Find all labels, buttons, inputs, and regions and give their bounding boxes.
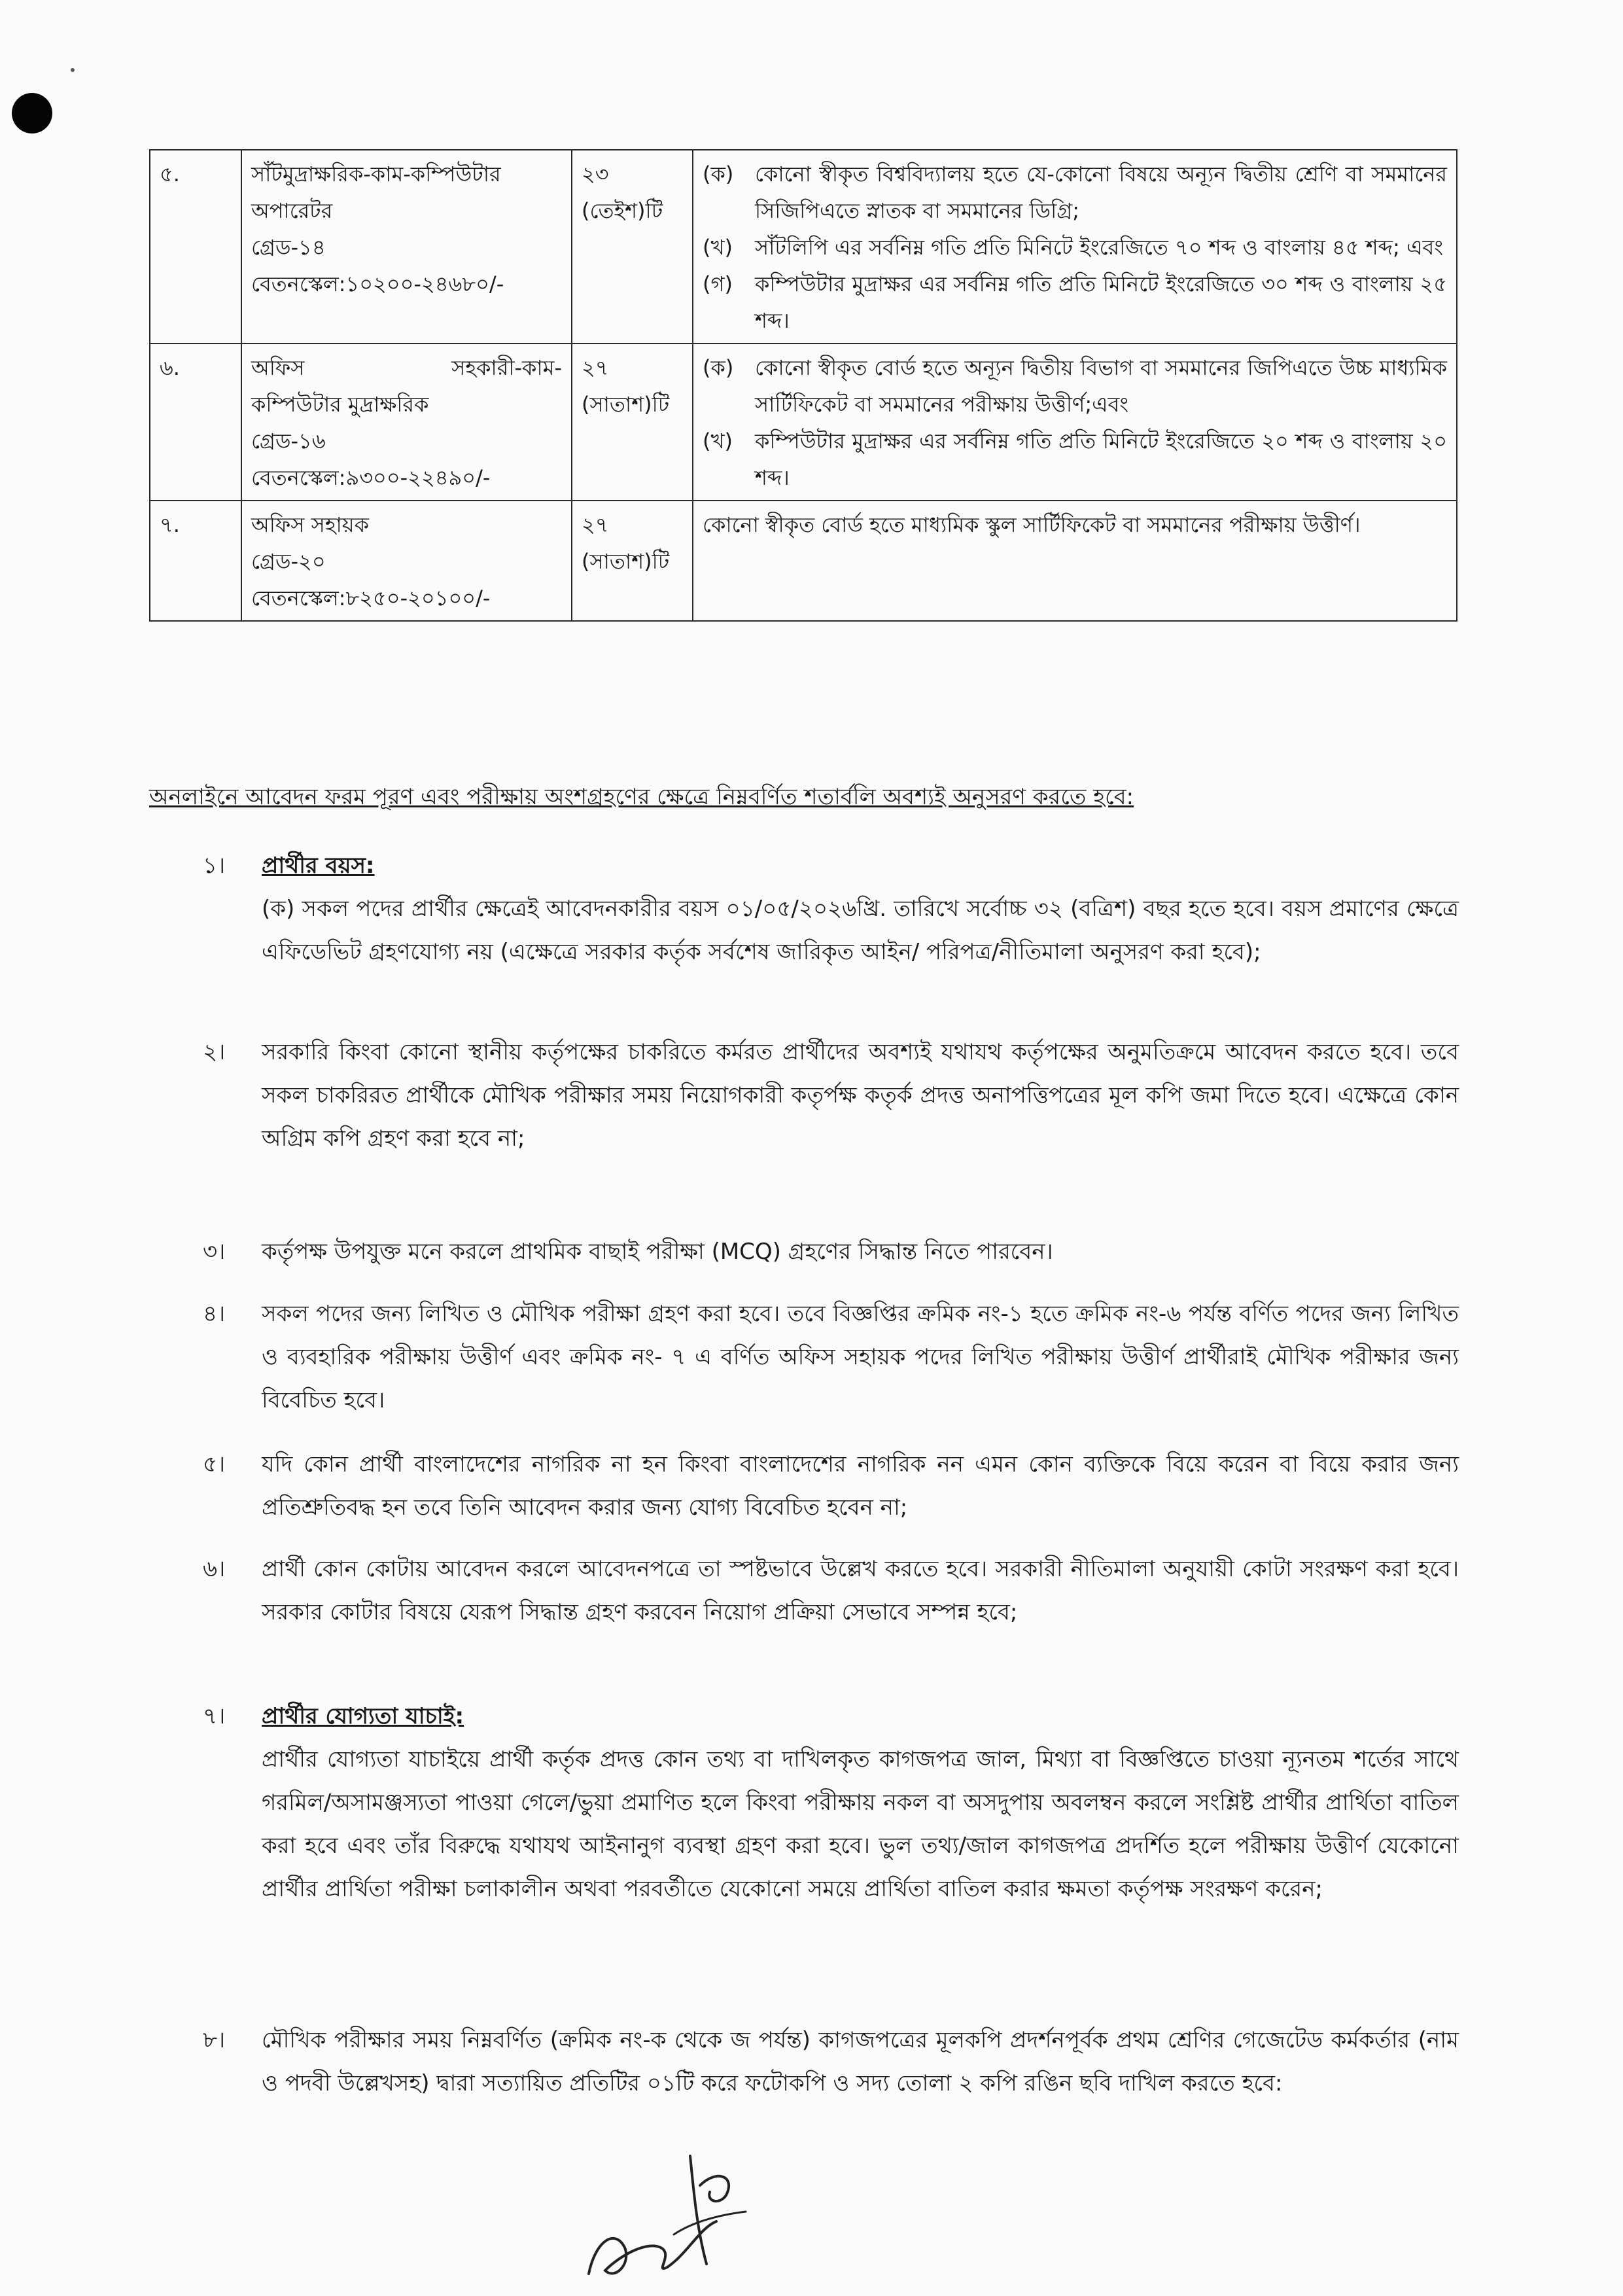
- requirement-item: [703, 156, 1447, 229]
- table-row: [150, 150, 1457, 344]
- condition-7: [203, 1695, 1459, 1911]
- condition-text: কর্তৃপক্ষ উপযুক্ত মনে করলে প্রাথমিক বাছাই পরীক্ষা (MCQ) গ্রহণের সিদ্ধান্ত নিতে পারবেন।: [262, 1239, 1053, 1265]
- condition-number: ৭।: [203, 1703, 226, 1729]
- post-name-line: সাঁটমুদ্রাক্ষরিক-কাম-কম্পিউটার: [251, 162, 501, 186]
- post-name-line: কম্পিউটার মুদ্রাক্ষরিক: [251, 392, 429, 417]
- condition-text: প্রার্থী কোন কোটায় আবেদন করলে আবেদনপত্রে তা স্পষ্টভাবে উল্লেখ করতে হবে। সরকারী নীতিমালা অনুযায়ী কোটা সংরক্ষণ করা হবে। সরকার কোটার বিষয়ে যেরূপ সিদ্ধান্ত গ্রহণ করবেন নিয়োগ প্রক্রিয়া সেভাবে সম্পন্ন হবে;: [262, 1556, 1459, 1625]
- condition-title: প্রার্থীর যোগ্যতা যাচাই:: [262, 1703, 464, 1729]
- post-name-line: [251, 349, 562, 386]
- condition-3: [203, 1230, 1459, 1273]
- condition-text: (ক) সকল পদের প্রার্থীর ক্ষেত্রেই আবেদনকারীর বয়স ০১/০৫/২০২৬খ্রি. তারিখে সর্বোচ্চ ৩২ (বত্রিশ) বছর হতে হবে। বয়স প্রমাণের ক্ষেত্রে এফিডেভিট গ্রহণযোগ্য নয় (এক্ষেত্রে সরকার কর্তৃক সর্বশেষ জারিকৃত আইন/ পরিপত্র/নীতিমালা অনুসরণ করা হবে);: [262, 896, 1459, 965]
- table-row: [150, 344, 1457, 501]
- post-pay-scale: বেতনস্কেল:১০২০০-২৪৬৮০/-: [251, 272, 504, 296]
- condition-text: প্রার্থীর যোগ্যতা যাচাইয়ে প্রার্থী কর্তৃক প্রদত্ত কোন তথ্য বা দাখিলকৃত কাগজপত্র জাল, মিথ্যা বা বিজ্ঞপ্তিতে চাওয়া ন্যূনতম শর্তের সাথে গরমিল/অসামঞ্জস্যতা পাওয়া গেলে/ভুয়া প্রমাণিত হলে কিংবা পরীক্ষায় নকল বা অসদুপায় অবলম্বন করলে সংশ্লিষ্ট প্রার্থীর প্রার্থিতা বাতিল করা হবে এবং তাঁর বিরুদ্ধে যথাযথ আইনানুগ ব্যবস্থা গ্রহণ করা হবে। ভুল তথ্য/জাল কাগজপত্র প্রদর্শিত হলে পরীক্ষায় উত্তীর্ণ যেকোনো প্রার্থীর প্রার্থিতা পরীক্ষা চলাকালীন অথবা পরবর্তীতে যেকোনো সময়ে প্রার্থিতা বাতিল করার ক্ষমতা কর্তৃপক্ষ সংরক্ষণ করেন;: [262, 1746, 1459, 1902]
- post-name-part: সহকারী-কাম-: [451, 355, 562, 380]
- requirement-marker: (ক): [703, 355, 734, 380]
- post-name-cell: [241, 344, 572, 501]
- punch-hole-mark: [12, 93, 52, 133]
- condition-number: ২।: [203, 1039, 226, 1065]
- requirement-item: [703, 266, 1447, 339]
- qualification-cell: [693, 150, 1457, 344]
- condition-4: [203, 1292, 1459, 1422]
- condition-5: [203, 1443, 1459, 1529]
- requirement-text: সাঁটলিপি এর সর্বনিম্ন গতি প্রতি মিনিটে ইংরেজিতে ৭০ শব্দ ও বাংলায় ৪৫ শব্দ; এবং: [755, 235, 1444, 260]
- requirement-text: কম্পিউটার মুদ্রাক্ষর এর সর্বনিম্ন গতি প্রতি মিনিটে ইংরেজিতে ২০ শব্দ ও বাংলায় ২০ শব্দ।: [755, 429, 1447, 490]
- condition-number: ৩।: [203, 1239, 226, 1265]
- condition-6: [203, 1547, 1459, 1634]
- qualification-cell: [693, 344, 1457, 501]
- signature: [576, 2149, 772, 2287]
- post-count-cell: ২৭ (সাতাশ)টি: [572, 344, 693, 501]
- requirement-item: [703, 229, 1447, 266]
- requirement-item: [703, 423, 1447, 496]
- post-name-part: অফিস: [251, 355, 305, 380]
- post-grade: গ্রেড-২০: [251, 549, 326, 574]
- requirement-marker: (ক): [703, 162, 734, 186]
- post-pay-scale: বেতনস্কেল:৮২৫০-২০১০০/-: [251, 586, 491, 610]
- post-table: [149, 149, 1457, 622]
- post-name-cell: [241, 501, 572, 621]
- condition-number: ৮।: [203, 2027, 226, 2053]
- scan-speck: [71, 68, 75, 72]
- serial-cell: ৭.: [150, 501, 241, 621]
- post-count-cell: ২৭ (সাতাশ)টি: [572, 501, 693, 621]
- condition-title: প্রার্থীর বয়স:: [262, 853, 375, 879]
- condition-text: মৌখিক পরীক্ষার সময় নিম্নবর্ণিত (ক্রমিক নং-ক থেকে জ পর্যন্ত) কাগজপত্রের মূলকপি প্রদর্শনপূর্বক প্রথম শ্রেণির গেজেটেড কর্মকর্তার (নাম ও পদবী উল্লেখসহ) দ্বারা সত্যায়িত প্রতিটির ০১টি করে ফটোকপি ও সদ্য তোলা ২ কপি রঙিন ছবি দাখিল করতে হবে:: [262, 2027, 1459, 2096]
- requirement-marker: (খ): [703, 235, 733, 260]
- condition-text: সরকারি কিংবা কোনো স্থানীয় কর্তৃপক্ষের চাকরিতে কর্মরত প্রার্থীদের অবশ্যই যথাযথ কর্তৃপক্ষের অনুমতিক্রমে আবেদন করতে হবে। তবে সকল চাকরিরত প্রার্থীকে মৌখিক পরীক্ষার সময় নিয়োগকারী কতৃর্পক্ষ কতৃর্ক প্রদত্ত অনাপত্তিপত্রের মূল কপি জমা দিতে হবে। এক্ষেত্রে কোন অগ্রিম কপি গ্রহণ করা হবে না;: [262, 1039, 1459, 1152]
- qualification-cell: [693, 501, 1457, 621]
- requirement-item: [703, 506, 1447, 543]
- post-name-line: অফিস সহায়ক: [251, 512, 370, 537]
- condition-number: ৪।: [203, 1301, 226, 1327]
- post-count-cell: ২৩ (তেইশ)টি: [572, 150, 693, 344]
- condition-8: [203, 2019, 1459, 2105]
- post-name-cell: [241, 150, 572, 344]
- requirement-item: [703, 349, 1447, 423]
- condition-text: যদি কোন প্রার্থী বাংলাদেশের নাগরিক না হন কিংবা বাংলাদেশের নাগরিক নন এমন কোন ব্যক্তিকে বিয়ে করেন বা বিয়ে করার জন্য প্রতিশ্রুতিবদ্ধ হন তবে তিনি আবেদন করার জন্য যোগ্য বিবেচিত হবেন না;: [262, 1451, 1459, 1521]
- condition-number: ১।: [203, 853, 226, 879]
- requirement-text: কোনো স্বীকৃত বিশ্ববিদ্যালয় হতে যে-কোনো বিষয়ে অন্যূন দ্বিতীয় শ্রেণি বা সমমানের সিজিপিএতে স্নাতক বা সমমানের ডিগ্রি;: [755, 162, 1447, 223]
- requirement-text: কোনো স্বীকৃত বোর্ড হতে অন্যূন দ্বিতীয় বিভাগ বা সমমানের জিপিএতে উচ্চ মাধ্যমিক সার্টিফিকেট বা সমমানের পরীক্ষায় উত্তীর্ণ;এবং: [755, 355, 1447, 417]
- post-grade: গ্রেড-১৪: [251, 235, 326, 260]
- conditions-heading: অনলাইনে আবেদন ফরম পূরণ এবং পরীক্ষায় অংশগ্রহণের ক্ষেত্রে নিম্নবর্ণিত শতার্বলি অবশ্যই অনুসরণ করতে হবে:: [149, 784, 1134, 810]
- serial-cell: ৬.: [150, 344, 241, 501]
- requirement-text: কোনো স্বীকৃত বোর্ড হতে মাধ্যমিক স্কুল সার্টিফিকেট বা সমমানের পরীক্ষায় উত্তীর্ণ।: [703, 512, 1361, 537]
- condition-1: [203, 844, 1459, 974]
- post-pay-scale: বেতনস্কেল:৯৩০০-২২৪৯০/-: [251, 465, 491, 490]
- post-name-line: অপারেটর: [251, 198, 333, 223]
- serial-cell: ৫.: [150, 150, 241, 344]
- requirement-marker: (গ): [703, 272, 733, 296]
- post-grade: গ্রেড-১৬: [251, 429, 326, 453]
- requirement-marker: (খ): [703, 429, 733, 453]
- condition-2: [203, 1031, 1459, 1160]
- table-row: [150, 501, 1457, 621]
- condition-text: সকল পদের জন্য লিখিত ও মৌখিক পরীক্ষা গ্রহণ করা হবে। তবে বিজ্ঞপ্তির ক্রমিক নং-১ হতে ক্রমিক নং-৬ পর্যন্ত বর্ণিত পদের জন্য লিখিত ও ব্যবহারিক পরীক্ষায় উত্তীর্ণ এবং ক্রমিক নং- ৭ এ বর্ণিত অফিস সহায়ক পদের লিখিত পরীক্ষায় উত্তীর্ণ প্রার্থীরাই মৌখিক পরীক্ষার জন্য বিবেচিত হবে।: [262, 1301, 1459, 1413]
- requirement-text: কম্পিউটার মুদ্রাক্ষর এর সর্বনিম্ন গতি প্রতি মিনিটে ইংরেজিতে ৩০ শব্দ ও বাংলায় ২৫ শব্দ।: [755, 272, 1447, 333]
- condition-number: ৬।: [203, 1556, 226, 1582]
- condition-number: ৫।: [203, 1451, 226, 1477]
